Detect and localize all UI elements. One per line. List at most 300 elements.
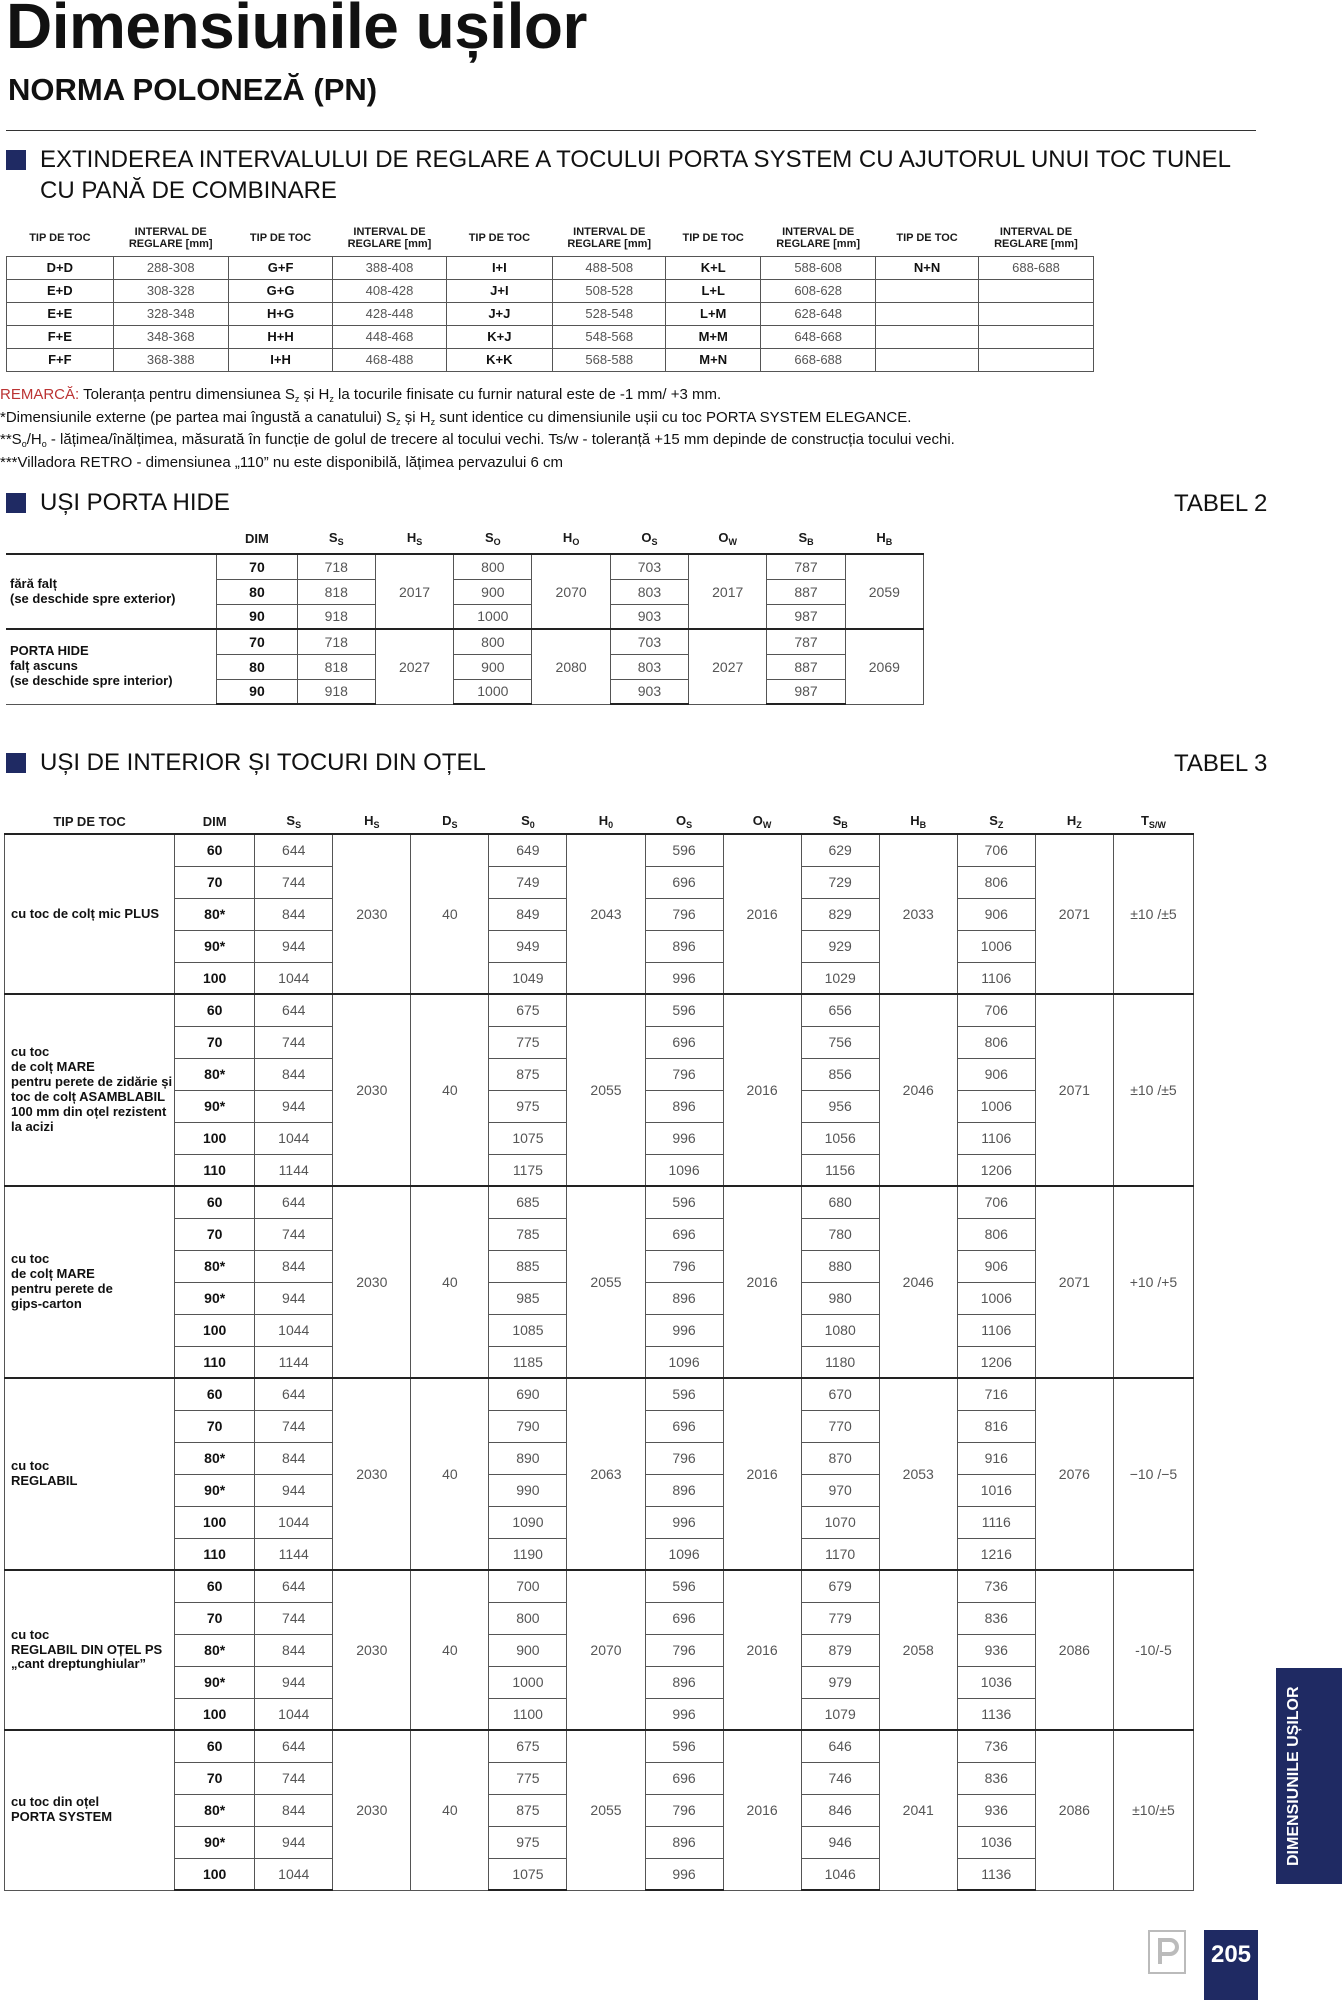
sz-cell: 1206 [957,1154,1035,1186]
dim-cell: 80* [175,1250,255,1282]
range-cell: 348-368 [113,325,228,348]
frame-type-cell: H+H [228,325,333,348]
ss-cell: 1144 [255,1346,333,1378]
sb-cell: 846 [801,1794,879,1826]
range-cell [978,279,1093,302]
col-header-range: INTERVAL DE REGLARE [mm] [347,225,432,250]
ds-cell: 40 [411,1186,489,1378]
os-cell: 796 [645,1058,723,1090]
col-header-type: TIP DE TOC [468,231,531,244]
sb-cell: 946 [801,1826,879,1858]
sz-cell: 1106 [957,1314,1035,1346]
os-cell: 696 [645,1602,723,1634]
note-1: *Dimensiunile externe (pe partea mai îngustă a canatului) $S_z$ și $H_z$ sunt identice cu dimensiunile ușii cu toc PORTA SYSTEM ELEGANCE. [0,408,912,427]
remark-label: REMARCĂ: [0,386,80,403]
adjustment-range-table [6,220,1094,372]
col-header-os: $O_S$ [641,530,658,547]
so-cell: 900 [454,654,532,679]
ss-cell: 718 [297,629,375,654]
range-cell: 308-328 [113,279,228,302]
dim-cell: 100 [175,1314,255,1346]
os-cell: 596 [645,834,723,866]
col-header-blank [6,524,217,554]
os-cell: 796 [645,1442,723,1474]
frame-type-cell [876,279,979,302]
table-row [7,256,1094,279]
sb-cell: 829 [801,898,879,930]
frame-type-cell: M+M [666,325,761,348]
ss-cell: 644 [255,1186,333,1218]
dim-cell: 80* [175,1794,255,1826]
sb-cell: 1180 [801,1346,879,1378]
so-cell: 1190 [489,1538,567,1570]
range-cell: 448-468 [333,325,446,348]
range-cell: 368-388 [113,348,228,371]
section2-heading [6,487,230,518]
frame-type-cell: L+L [666,279,761,302]
ss-cell: 744 [255,1602,333,1634]
group-label: fără falț (se deschide spre exterior) [6,554,217,629]
sz-cell: 906 [957,898,1035,930]
col-header-ho: $H_0$ [598,813,614,830]
dim-cell: 100 [175,962,255,994]
col-header-hs: $H_S$ [364,813,380,830]
sz-cell: 806 [957,1026,1035,1058]
range-cell: 588-608 [761,256,876,279]
sz-cell: 1116 [957,1506,1035,1538]
so-cell: 800 [454,554,532,579]
ss-cell: 918 [297,604,375,629]
table-row [7,348,1094,371]
ow-cell: 2027 [689,629,767,704]
sb-cell: 787 [767,554,845,579]
ss-cell: 844 [255,898,333,930]
ss-cell: 644 [255,834,333,866]
sz-cell: 1016 [957,1474,1035,1506]
ss-cell: 1044 [255,1698,333,1730]
dim-cell: 70 [217,629,297,654]
remark-line: REMARCĂ: Toleranța pentru dimensiunea $S_z$ și $H_z$ la tocurile finisate cu furnir natural este de -1 mm/ +3 mm. [0,386,722,404]
frame-type-label: cu toc de colț MARE pentru perete de zidărie și toc de colț ASAMBLABIL 100 mm din oțel rezistent la acizi [5,994,175,1186]
so-cell: 1049 [489,962,567,994]
ss-cell: 1044 [255,1506,333,1538]
section3-heading-text: UȘI DE INTERIOR ȘI TOCURI DIN OȚEL [40,749,486,776]
so-cell: 1090 [489,1506,567,1538]
hs-cell: 2030 [333,1378,411,1570]
os-cell: 796 [645,1794,723,1826]
dim-cell: 70 [175,1762,255,1794]
os-cell: 803 [610,579,688,604]
range-cell: 408-428 [333,279,446,302]
dim-cell: 90 [217,604,297,629]
range-cell: 568-588 [553,348,666,371]
ow-cell: 2016 [723,834,801,994]
hb-cell: 2033 [879,834,957,994]
os-cell: 696 [645,866,723,898]
porta-hide-table [6,524,924,705]
hb-cell: 2046 [879,994,957,1186]
sb-cell: 629 [801,834,879,866]
ho-cell: 2055 [567,994,645,1186]
os-cell: 996 [645,1314,723,1346]
frame-type-cell [876,348,979,371]
range-cell: 548-568 [553,325,666,348]
sz-cell: 916 [957,1442,1035,1474]
dim-cell: 70 [217,554,297,579]
so-cell: 890 [489,1442,567,1474]
so-cell: 1075 [489,1858,567,1890]
col-header-ds: $D_S$ [442,813,458,830]
so-cell: 1185 [489,1346,567,1378]
range-cell: 608-628 [761,279,876,302]
sb-cell: 1170 [801,1538,879,1570]
col-header-type: TIP DE TOC [896,231,958,244]
frame-type-cell: K+L [666,256,761,279]
so-cell: 1000 [489,1666,567,1698]
note-1a: *Dimensiunile externe (pe partea mai îngustă a canatului) S [0,408,397,426]
hb-cell: 2059 [845,554,923,629]
frame-type-cell: M+N [666,348,761,371]
sz-cell: 706 [957,1186,1035,1218]
dim-cell: 100 [175,1698,255,1730]
ss-cell: 644 [255,1730,333,1762]
ss-cell: 744 [255,1410,333,1442]
so-cell: 949 [489,930,567,962]
sb-cell: 970 [801,1474,879,1506]
os-cell: 696 [645,1026,723,1058]
ss-cell: 918 [297,679,375,704]
frame-type-cell: E+E [7,302,114,325]
col-header-hs: $H_S$ [406,530,423,547]
notes-block [0,386,1100,472]
tabel-3-label: TABEL 3 [1174,750,1268,777]
range-cell [978,348,1093,371]
sz-cell: 706 [957,994,1035,1026]
frame-type-cell: J+J [446,302,553,325]
os-cell: 903 [610,679,688,704]
sz-cell: 1036 [957,1666,1035,1698]
so-cell: 800 [489,1602,567,1634]
sz-cell: 1136 [957,1698,1035,1730]
sz-cell: 1036 [957,1826,1035,1858]
range-cell [978,302,1093,325]
os-cell: 803 [610,654,688,679]
ow-cell: 2016 [723,1730,801,1890]
hz-cell: 2086 [1035,1730,1113,1890]
hb-cell: 2046 [879,1186,957,1378]
tolerance-cell: +10 /+5 [1113,1186,1193,1378]
ss-cell: 944 [255,1090,333,1122]
steel-frames-table [4,810,1194,1891]
so-cell: 975 [489,1090,567,1122]
so-cell: 749 [489,866,567,898]
sz-cell: 836 [957,1762,1035,1794]
range-cell: 328-348 [113,302,228,325]
range-cell: 528-548 [553,302,666,325]
dim-cell: 80 [217,654,297,679]
sz-cell: 716 [957,1378,1035,1410]
range-cell: 688-688 [978,256,1093,279]
ss-cell: 844 [255,1794,333,1826]
hs-cell: 2027 [375,629,453,704]
sb-cell: 1046 [801,1858,879,1890]
ss-cell: 718 [297,554,375,579]
note-2a: **S [0,431,22,448]
dim-cell: 70 [175,866,255,898]
sb-cell: 856 [801,1058,879,1090]
so-cell: 1175 [489,1154,567,1186]
so-cell: 900 [454,579,532,604]
section1-heading [6,144,1256,206]
range-cell: 668-688 [761,348,876,371]
ho-cell: 2080 [532,629,610,704]
dim-cell: 80* [175,1058,255,1090]
range-cell: 388-408 [333,256,446,279]
sz-cell: 936 [957,1794,1035,1826]
ds-cell: 40 [411,1570,489,1730]
sz-cell: 1136 [957,1858,1035,1890]
col-header-ss: $S_S$ [328,530,344,547]
dim-cell: 60 [175,994,255,1026]
dim-cell: 60 [175,1570,255,1602]
ho-cell: 2043 [567,834,645,994]
range-cell [978,325,1093,348]
sz-cell: 836 [957,1602,1035,1634]
note-2b: - lățimea/înălțimea, măsurată în funcție de golul de trecere al tocului vechi. Ts/w - toleranță +15 mm depinde de construcția tocului vechi. [46,431,955,448]
sb-cell: 770 [801,1410,879,1442]
range-cell: 428-448 [333,302,446,325]
table-row [7,325,1094,348]
table-row [5,834,1194,866]
col-header-type: TIP DE TOC [29,231,91,244]
dim-cell: 110 [175,1538,255,1570]
ds-cell: 40 [411,994,489,1186]
so-cell: 985 [489,1282,567,1314]
sz-cell: 1006 [957,1090,1035,1122]
dim-cell: 70 [175,1218,255,1250]
os-cell: 1096 [645,1346,723,1378]
hs-cell: 2030 [333,834,411,994]
ss-cell: 844 [255,1634,333,1666]
square-bullet-icon [6,753,26,773]
frame-type-cell: I+H [228,348,333,371]
col-header-dim: DIM [202,814,227,829]
section1-heading-text: EXTINDEREA INTERVALULUI DE REGLARE A TOCULUI PORTA SYSTEM CU AJUTORUL UNUI TOC TUNEL CU PANĂ DE COMBINARE [40,146,1231,205]
so-cell: 900 [489,1634,567,1666]
sb-cell: 987 [767,604,845,629]
sb-cell: 880 [801,1250,879,1282]
frame-type-cell [876,325,979,348]
ds-cell: 40 [411,1378,489,1570]
ss-cell: 944 [255,1826,333,1858]
col-header-hb: $H_B$ [910,813,927,830]
sz-cell: 816 [957,1410,1035,1442]
os-cell: 996 [645,1506,723,1538]
page-subtitle: NORMA POLONEZĂ (PN) [8,72,378,107]
dim-cell: 70 [175,1410,255,1442]
col-header-ow: $O_W$ [752,813,772,830]
dim-cell: 80* [175,1442,255,1474]
frame-type-label: cu toc de colț MARE pentru perete de gips-carton [5,1186,175,1378]
dim-cell: 90* [175,1282,255,1314]
ow-cell: 2016 [723,1186,801,1378]
ss-cell: 744 [255,1218,333,1250]
dim-cell: 90* [175,1090,255,1122]
sz-cell: 906 [957,1250,1035,1282]
os-cell: 896 [645,1826,723,1858]
hs-cell: 2030 [333,1570,411,1730]
page-title: Dimensiunile ușilor [6,0,587,62]
os-cell: 896 [645,1474,723,1506]
frame-type-cell: G+G [228,279,333,302]
hz-cell: 2071 [1035,834,1113,994]
sb-cell: 987 [767,679,845,704]
sb-cell: 870 [801,1442,879,1474]
ss-cell: 1144 [255,1154,333,1186]
os-cell: 996 [645,962,723,994]
hz-cell: 2071 [1035,994,1113,1186]
hs-cell: 2030 [333,994,411,1186]
ss-cell: 844 [255,1058,333,1090]
section-side-tab [1276,1668,1342,1884]
os-cell: 1096 [645,1538,723,1570]
hz-cell: 2071 [1035,1186,1113,1378]
hb-cell: 2069 [845,629,923,704]
porta-logo-icon [1148,1930,1186,1974]
col-header-sb: $S_B$ [798,530,814,547]
sb-cell: 1079 [801,1698,879,1730]
ow-cell: 2016 [723,1378,801,1570]
ho-cell: 2055 [567,1186,645,1378]
side-tab-label: DIMENSIUNILE UȘILOR [1285,1686,1302,1866]
col-header-so: $S_0$ [521,813,535,830]
col-header-os: $O_S$ [675,813,693,830]
hb-cell: 2058 [879,1570,957,1730]
sb-cell: 656 [801,994,879,1026]
sb-cell: 680 [801,1186,879,1218]
ss-cell: 818 [297,654,375,679]
os-cell: 796 [645,1634,723,1666]
sz-cell: 1106 [957,962,1035,994]
col-header-so: $S_O$ [484,530,501,547]
os-cell: 596 [645,1186,723,1218]
dim-cell: 60 [175,1186,255,1218]
ow-cell: 2016 [723,994,801,1186]
hz-cell: 2086 [1035,1570,1113,1730]
so-cell: 649 [489,834,567,866]
dim-cell: 90* [175,1474,255,1506]
dim-cell: 80* [175,898,255,930]
sb-cell: 670 [801,1378,879,1410]
dim-cell: 70 [175,1026,255,1058]
range-cell: 488-508 [553,256,666,279]
sb-cell: 780 [801,1218,879,1250]
table-row [6,629,924,654]
sz-cell: 736 [957,1730,1035,1762]
sb-cell: 787 [767,629,845,654]
group-label: PORTA HIDE falț ascuns (se deschide spre interior) [6,629,217,704]
note-3: ***Villadora RETRO - dimensiunea „110” nu este disponibilă, lățimea pervazului 6 cm [0,453,564,471]
hs-cell: 2017 [375,554,453,629]
os-cell: 596 [645,994,723,1026]
so-cell: 1000 [454,604,532,629]
dim-cell: 80* [175,1634,255,1666]
os-cell: 996 [645,1122,723,1154]
os-cell: 796 [645,898,723,930]
col-header-range: INTERVAL DE REGLARE [mm] [776,225,861,250]
os-cell: 696 [645,1218,723,1250]
so-cell: 690 [489,1378,567,1410]
tolerance-cell: ±10/±5 [1113,1730,1193,1890]
square-bullet-icon [6,493,26,513]
os-cell: 896 [645,1666,723,1698]
range-cell: 468-488 [333,348,446,371]
os-cell: 696 [645,1410,723,1442]
table-row [5,1378,1194,1410]
sz-cell: 806 [957,866,1035,898]
hs-cell: 2030 [333,1186,411,1378]
frame-type-cell: F+E [7,325,114,348]
frame-type-label: cu toc din oțel PORTA SYSTEM [5,1730,175,1890]
tolerance-cell: −10 /−5 [1113,1378,1193,1570]
hb-cell: 2041 [879,1730,957,1890]
sz-cell: 936 [957,1634,1035,1666]
col-header-hb: $H_B$ [876,530,893,547]
sz-cell: 1006 [957,930,1035,962]
ss-cell: 644 [255,994,333,1026]
sb-cell: 1156 [801,1154,879,1186]
tolerance-cell: -10/-5 [1113,1570,1193,1730]
ho-cell: 2070 [567,1570,645,1730]
table-row [5,994,1194,1026]
dim-cell: 90* [175,1826,255,1858]
section3-heading [6,747,486,778]
col-header-sb: $S_B$ [832,813,848,830]
sb-cell: 980 [801,1282,879,1314]
col-header-tsw: $T_{S/W}$ [1140,813,1166,830]
ss-cell: 944 [255,1474,333,1506]
dim-cell: 90 [217,679,297,704]
so-cell: 700 [489,1570,567,1602]
sz-cell: 806 [957,1218,1035,1250]
os-cell: 896 [645,930,723,962]
sb-cell: 646 [801,1730,879,1762]
so-cell: 1075 [489,1122,567,1154]
ow-cell: 2016 [723,1570,801,1730]
ss-cell: 944 [255,1282,333,1314]
sz-cell: 1206 [957,1346,1035,1378]
os-cell: 596 [645,1570,723,1602]
frame-type-cell: D+D [7,256,114,279]
so-cell: 849 [489,898,567,930]
so-cell: 1100 [489,1698,567,1730]
ss-cell: 1044 [255,962,333,994]
dim-cell: 110 [175,1154,255,1186]
sb-cell: 756 [801,1026,879,1058]
so-cell: 1000 [454,679,532,704]
ss-cell: 744 [255,1026,333,1058]
ss-cell: 944 [255,1666,333,1698]
col-header-range: INTERVAL DE REGLARE [mm] [567,225,652,250]
sb-cell: 679 [801,1570,879,1602]
page-number: 205 [1204,1930,1258,2000]
dim-cell: 90* [175,930,255,962]
divider [6,130,1256,131]
tolerance-cell: ±10 /±5 [1113,994,1193,1186]
table-row [6,554,924,579]
so-cell: 975 [489,1826,567,1858]
so-cell: 800 [454,629,532,654]
